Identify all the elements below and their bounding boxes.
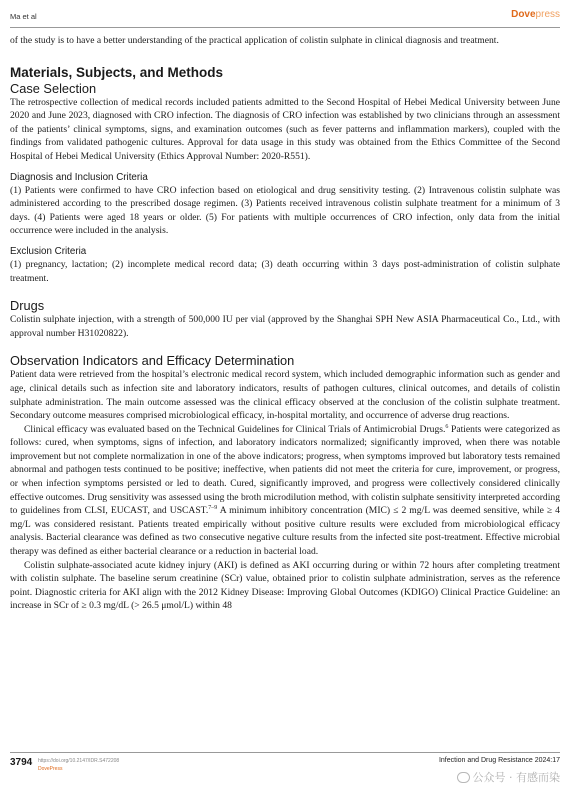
watermark-text: 公众号 · 有感而染: [472, 771, 560, 784]
intro-tail-paragraph: of the study is to have a better understanding of the practical application of colistin sulphate in clinical diagnosis and treatment.: [10, 35, 499, 46]
citation-6[interactable]: 6: [445, 423, 449, 430]
article-body: [10, 34, 560, 613]
page-footer: [10, 752, 560, 782]
wechat-icon: [457, 772, 470, 783]
subsection-inclusion-criteria: Diagnosis and Inclusion Criteria: [10, 171, 148, 183]
observation-paragraph-3: Colistin sulphate-associated acute kidney injury (AKI) is defined as AKI occurring during or within 72 hours after completing treatment with colistin sulphate. The baseline serum creatinine (SCr) value, obtained prior to colistin sulphate administration, serves as the reference point. Diagnostic criteria for AKI align with the 2012 Kidney Disease: Improving Global Outcomes (KDIGO) Clinical Practice Guideline: an increase in SCr of ≥ 0.3 mg/dL (> 26.5 μmol/L) within 48: [10, 559, 560, 612]
section-title-drugs: Drugs: [10, 298, 45, 314]
page-number: 3794: [10, 757, 33, 768]
observation-p2-part-a: Clinical efficacy was evaluated based on the Technical Guidelines for Clinical Trials of Antimicrobial Drugs.: [24, 423, 446, 435]
publisher-logo-main: Dove: [511, 9, 536, 20]
header-divider: [10, 27, 560, 28]
page-header: [10, 8, 560, 28]
section-title-methods: Materials, Subjects, and Methods: [10, 64, 224, 80]
observation-p2-part-b: Patients were categorized as follows: cured, when symptoms, signs of infection, and laboratory indicators normalized; significantly improved, when there was notable improvement but not complete normalization in one of the above indicators; progress, when symptoms improved but laboratory tests remained abnormal and pathogen tests continued to be positive; ineffective, when patients did not meet the criteria for cure, improvement, or progress, or when infection symptoms persisted or led to death. Cured, significantly improved, and progress were collectively considered clinically effective outcomes. Drug sensitivity was assessed using the broth microdilution method, with colistin sulphate sensitivity interpreted according to guidelines from CLSI, EUCAST, and USCAST.: [10, 423, 560, 517]
publisher-logo[interactable]: [511, 9, 560, 20]
footer-publisher-logo[interactable]: DovePress: [38, 766, 63, 772]
running-author: Ma et al: [10, 12, 37, 21]
publisher-logo-light: press: [535, 9, 560, 20]
subsection-exclusion-criteria: Exclusion Criteria: [10, 245, 87, 257]
exclusion-criteria-paragraph: (1) pregnancy, lactation; (2) incomplete medical record data; (3) death occurring within 3 days post-administration of colistin sulphate treatment.: [10, 258, 560, 284]
case-selection-paragraph: The retrospective collection of medical records included patients admitted to the Second Hospital of Hebei Medical University between June 2020 and June 2023, diagnosed with CRO infection. The diagnosis of CRO infection was established by two clinicians through an assessment of the patients’ clinical symptoms, signs, and examination outcomes (such as fever patterns and inflammation markers), coupled with the findings from validated pathogenic cultures. Approval for data usage in this study was obtained from the Ethics Committee of the Second Hospital of Hebei Medical University (Ethics Approval Number: 2020-R551).: [10, 96, 560, 162]
doi-link[interactable]: https://doi.org/10.2147/IDR.S472208: [38, 758, 120, 764]
drugs-paragraph: Colistin sulphate injection, with a strength of 500,000 IU per vial (approved by the Shanghai SPH New ASIA Pharmaceutical Co., Ltd., with approval number H31020822).: [10, 314, 560, 339]
journal-citation: Infection and Drug Resistance 2024:17: [438, 757, 560, 764]
wechat-watermark: [457, 769, 561, 785]
inclusion-criteria-paragraph: (1) Patients were confirmed to have CRO infection based on etiological and drug sensitivity testing. (2) Intravenous colistin sulphate was administered according to the prescribed dosage regimen. (3) Patients received intravenous colistin sulphate treatment for a minimum of 3 days. (4) Patients were aged 18 years or older. (5) For patients with multiple occurrences of CRO infection, only data from the initial occurrence were included in the analysis.: [10, 184, 560, 237]
observation-p2-part-c: A minimum inhibitory concentration (MIC) ≤ 2 mg/L was deemed sensitive, while ≥ 4 mg/L was considered resistant. Patients treated empirically without positive culture results were excluded from microbiological efficacy analysis. Bacterial clearance was defined as two consecutive negative culture results from the infected site post-treatment. Effective microbial therapy was defined as either bacterial clearance or a reduction in bacterial load.: [10, 505, 560, 558]
subsection-case-selection: Case Selection: [10, 80, 97, 96]
observation-paragraph-2: [10, 423, 560, 559]
section-title-observation: Observation Indicators and Efficacy Determination: [10, 353, 295, 369]
citation-7-9[interactable]: 7–9: [208, 505, 218, 512]
observation-paragraph-1: Patient data were retrieved from the hospital’s electronic medical record system, which included demographic information such as gender and age, clinical details such as infection site and laboratory indicators, results of pathogen cultures, clinical outcomes, and details of colistin sulphate administration. The main outcome assessed was the clinical efficacy observed at the conclusion of the colistin sulphate treatment. Secondary outcome measures comprised microbiological efficacy, in-hospital mortality, and occurrence of adverse drug reactions.: [10, 369, 560, 422]
footer-divider: [10, 752, 560, 753]
